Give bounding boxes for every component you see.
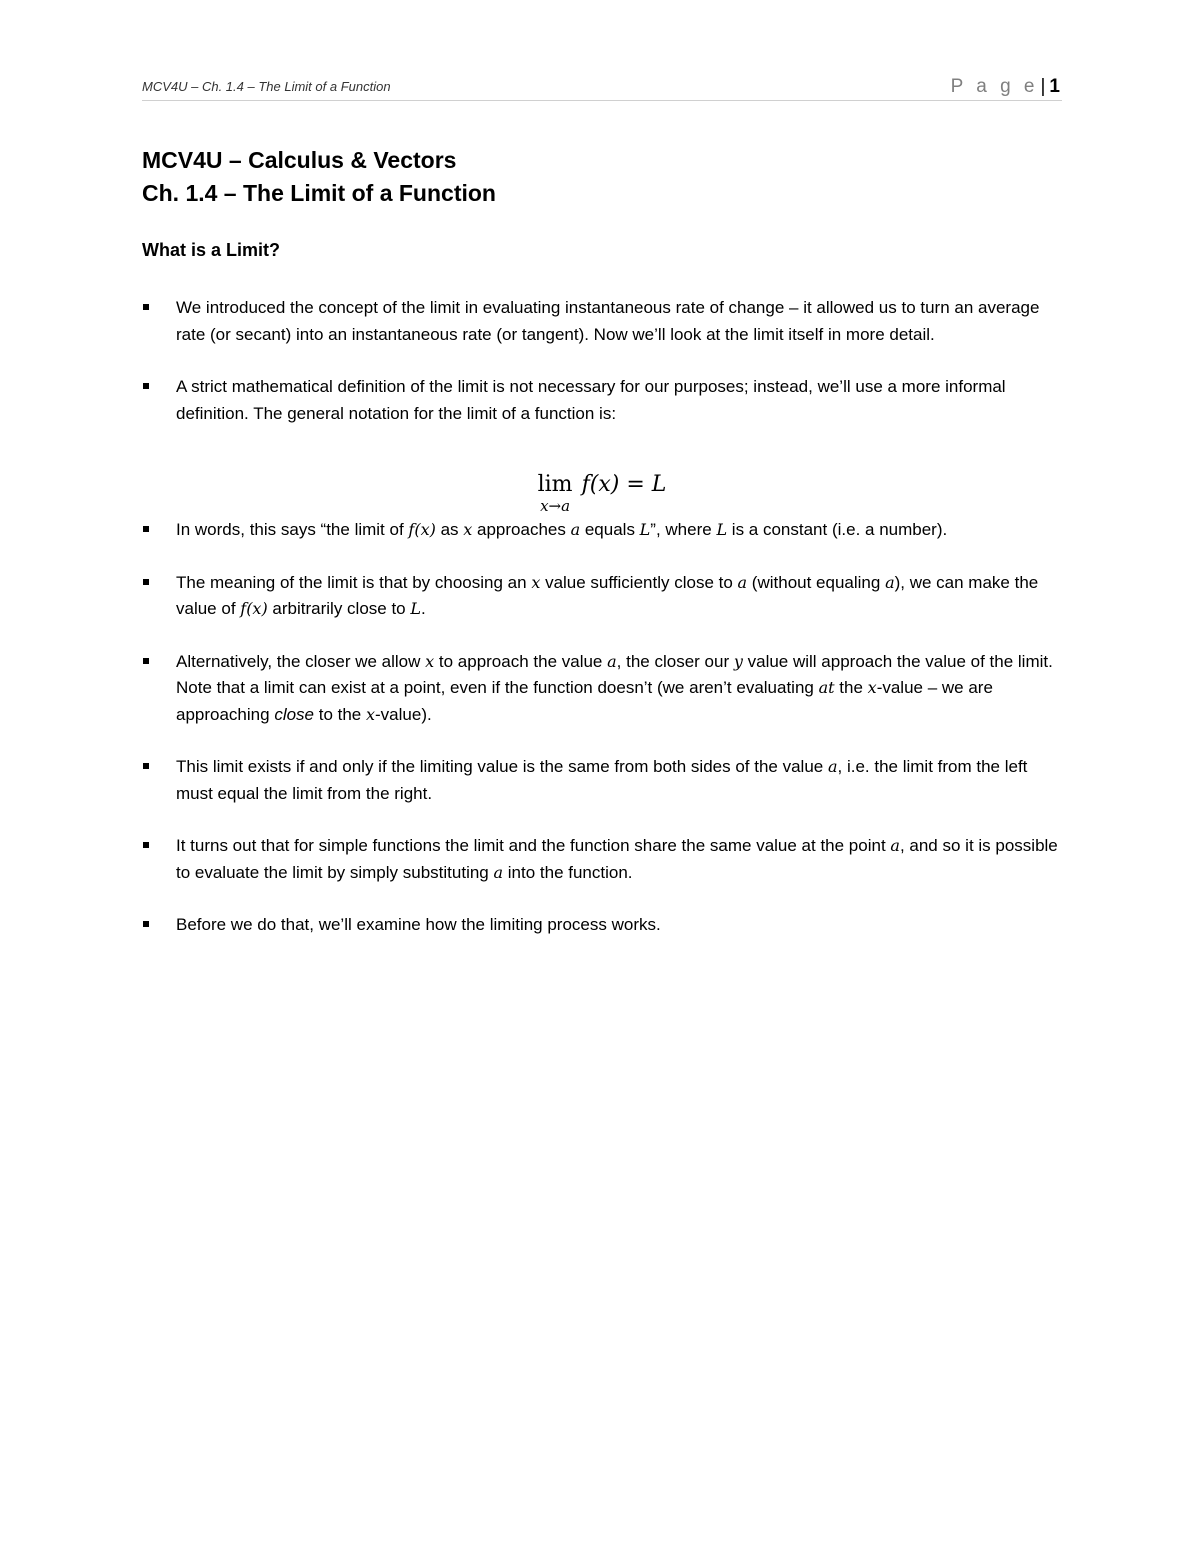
lim-subscript: x→a — [540, 497, 571, 515]
document-title — [142, 144, 1062, 210]
lim-operator — [538, 471, 573, 513]
emphasis-close: close — [274, 704, 314, 724]
list-item — [142, 570, 1062, 623]
math-fx: f(x) — [408, 520, 436, 539]
math-x: x — [867, 678, 877, 697]
bullet-text: A strict mathematical definition of the limit is not necessary for our purposes; instead, we’ll use a more informal definition. The general notation for the limit of a function is: — [176, 377, 1006, 423]
math-a: a — [607, 651, 617, 671]
bullet-text: It turns out that for simple functions the limit and the function share the same value at the point a, and so it is possible to evaluate the limit by simply substituting a into the function. — [176, 836, 1058, 882]
list-item — [142, 649, 1062, 729]
square-bullet-icon — [143, 763, 149, 769]
math-x: x — [425, 651, 435, 671]
page-separator: | — [1040, 76, 1046, 97]
math-L: L — [410, 599, 421, 618]
math-a: a — [890, 836, 900, 855]
chapter-title: Ch. 1.4 – The Limit of a Function — [142, 180, 496, 206]
bullet-text: This limit exists if and only if the limiting value is the same from both sides of the value a, i.e. the limit from the left must equal the limit from the right. — [176, 757, 1028, 803]
math-y: y — [733, 651, 743, 671]
page-header — [142, 76, 1062, 101]
math-a: a — [493, 862, 504, 882]
lim-word: lim — [537, 472, 573, 497]
square-bullet-icon — [143, 921, 149, 927]
math-L: L — [716, 520, 728, 539]
page-word: P a g e — [950, 76, 1039, 97]
list-item — [142, 295, 1062, 348]
bullet-text: The meaning of the limit is that by choosing an x value sufficiently close to a (without equaling a), we can make the value of f(x) arbitrarily close to L. — [176, 572, 1039, 618]
square-bullet-icon — [143, 658, 149, 664]
math-a: a — [570, 520, 581, 539]
square-bullet-icon — [143, 842, 149, 848]
square-bullet-icon — [143, 383, 149, 389]
page-number: 1 — [1049, 76, 1060, 97]
course-title: MCV4U – Calculus & Vectors — [142, 147, 457, 173]
formula-body — [534, 471, 667, 513]
math-a: a — [737, 572, 748, 592]
bullet-text: Alternatively, the closer we allow x to approach the value a, the closer our y value will approach the value of the limit. Note that a limit can exist at a point, even if the function doesn’t (we aren’t evaluating at the x-value – we are approaching close to the x-value). — [176, 651, 1053, 724]
math-fx: f(x) — [240, 599, 268, 618]
running-title: MCV4U – Ch. 1.4 – The Limit of a Function — [142, 79, 391, 94]
page-indicator — [951, 76, 1060, 98]
list-item — [142, 912, 1062, 939]
list-item — [142, 754, 1062, 807]
bullet-text: We introduced the concept of the limit in evaluating instantaneous rate of change – it allowed us to turn an average rate (or secant) into an instantaneous rate (or tangent). Now we’ll look at the limit itself in more detail. — [176, 298, 1040, 344]
square-bullet-icon — [143, 304, 149, 310]
list-item — [142, 374, 1062, 427]
math-x: x — [463, 520, 473, 539]
math-a: a — [827, 757, 838, 776]
math-L: L — [639, 520, 651, 539]
bullet-text: Before we do that, we’ll examine how the limiting process works. — [176, 915, 661, 934]
formula-expression: f(x) = L — [581, 472, 667, 497]
bullet-text: In words, this says “the limit of f(x) as x approaches a equals L”, where L is a constant (i.e. a number). — [176, 520, 948, 539]
emphasis-at: at — [818, 678, 835, 697]
bullet-list — [142, 295, 1062, 965]
math-x: x — [531, 572, 541, 592]
list-item — [142, 833, 1062, 886]
square-bullet-icon — [143, 579, 149, 585]
square-bullet-icon — [143, 526, 149, 532]
limit-formula — [0, 471, 1200, 521]
section-heading: What is a Limit? — [142, 240, 281, 260]
math-x: x — [365, 704, 376, 724]
math-a: a — [885, 572, 895, 592]
